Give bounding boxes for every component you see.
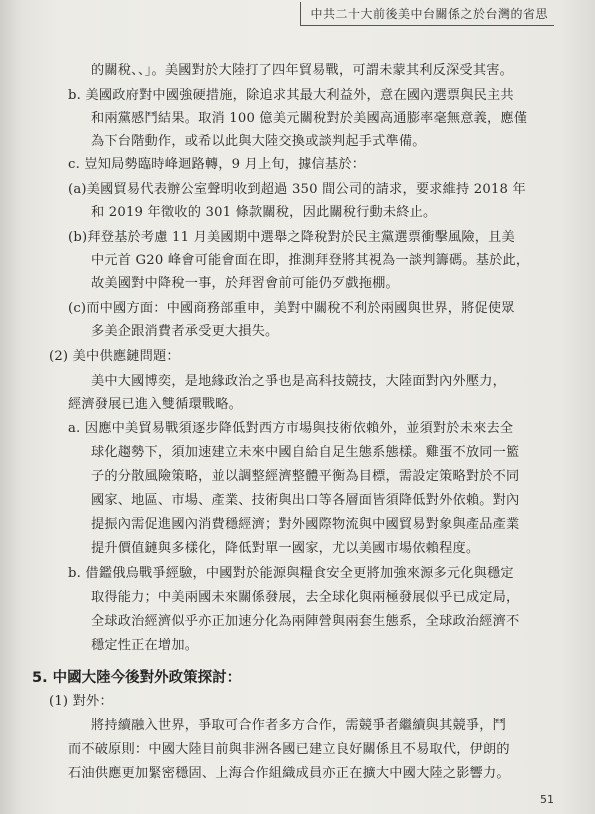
- text-line: 提振內需促進國內消費穩經濟；對外國際物流與中國貿易對象與產品產業: [91, 517, 520, 532]
- text-line: b. 美國政府對中國強硬措施，除追求其最大利益外，意在國內選票與民主共: [68, 88, 514, 103]
- text-line: 和兩黨慼鬥結果。取消 100 億美元關稅對於美國高通膨率毫無意義，應僅: [91, 111, 528, 126]
- text-line: 多美企跟消費者承受更大損失。: [91, 324, 279, 339]
- page-number: 51: [540, 793, 554, 806]
- text-line: 經濟發展已進入雙循環戰略。: [68, 397, 243, 412]
- text-line: 穩定性正在增加。: [91, 638, 199, 653]
- text-line: 國家、地區、市場、產業、技術與出口等各層面皆須降低對外依賴。對內: [91, 493, 520, 508]
- text-line: 為下台階動作，或希以此與大陸交換或談判起手式準備。: [91, 134, 426, 149]
- text-line: b. 借鑑俄烏戰爭經驗，中國對於能源與糧食安全更將加強來源多元化與穩定: [68, 566, 514, 581]
- text-line: c. 豈知局勢臨時峰迴路轉，9 月上旬，據信基於：: [68, 157, 366, 172]
- section-subheading: (2) 美中供應鏈問題：: [49, 349, 180, 364]
- text-line: 取得能力；中美兩國未來關係發展，去全球化與兩極發展似乎已成定局，: [91, 590, 520, 605]
- running-header: 中共二十大前後美中台關係之於台灣的省思: [300, 2, 554, 26]
- text-line: 球化趨勢下，須加速建立未來中國自給自足生態系態樣。雞蛋不放同一籃: [91, 445, 520, 460]
- text-line: 美中大國博奕，是地緣政治之爭也是高科技競技，大陸面對內外壓力，: [91, 374, 507, 389]
- text-line: 故美國對中降稅一事，於拜習會前可能仍歹戲拖棚。: [91, 276, 399, 291]
- text-line: 石油供應更加緊密穩固、上海合作組織成員亦正在擴大中國大陸之影響力。: [68, 766, 510, 781]
- text-line: 子的分散風險策略，並以調整經濟整體平衡為目標，需設定策略對於不同: [91, 469, 520, 484]
- text-line: 和 2019 年徵收的 301 條款關稅，因此關稅行動未終止。: [91, 205, 437, 220]
- text-line: (c)而中國方面：中國商務部重申，美對中關稅不利於兩國與世界，將促使眾: [68, 301, 515, 316]
- text-line: 全球政治經濟似乎亦正加速分化為兩陣營與兩套生態系，全球政治經濟不: [91, 614, 520, 629]
- text-line: 而不破原則：中國大陸目前與非洲各國已建立良好關係且不易取代，伊朗的: [68, 742, 510, 757]
- text-line: 的關稅、、」。美國對於大陸打了四年貿易戰，可謂未蒙其利反深受其害。: [91, 63, 513, 78]
- section-subheading: (1) 對外：: [49, 694, 113, 709]
- text-line: 中元首 G20 峰會可能會面在即，推測拜登將其視為一談判籌碼。基於此，: [91, 253, 530, 268]
- section-heading: 5. 中國大陸今後對外政策探討：: [32, 670, 242, 686]
- text-line: 提升價值鏈與多樣化，降低對單一國家，尤以美國市場依賴程度。: [91, 541, 480, 556]
- text-line: (a)美國貿易代表辦公室聲明收到超過 350 間公司的請求，要求維持 2018 年: [68, 182, 526, 197]
- text-line: a. 因應中美貿易戰須逐步降低對西方市場與技術依賴外，並須對於未來去全: [68, 421, 514, 436]
- text-line: 將持續融入世界，爭取可合作者多方合作，需競爭者繼續與其競爭，鬥: [91, 718, 507, 733]
- text-line: (b)拜登基於考慮 11 月美國期中選舉之降稅對於民主黨選票衝擊風險，且美: [68, 230, 515, 245]
